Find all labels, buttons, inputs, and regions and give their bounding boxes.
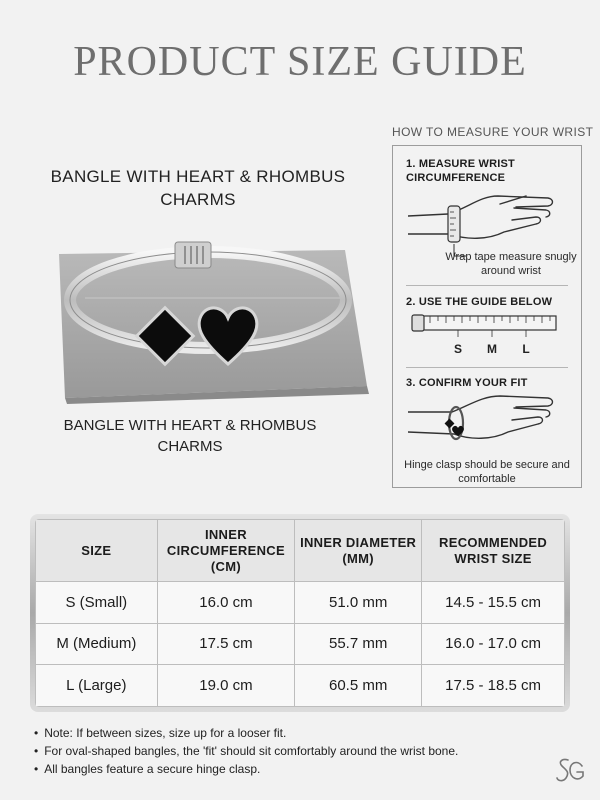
cell-wrist-size: 16.0 - 17.0 cm [422, 623, 565, 665]
header-inner-circumference: INNER CIRCUMFERENCE (CM) [157, 520, 295, 582]
cell-circumference: 17.5 cm [157, 623, 295, 665]
product-name-heading: BANGLE WITH HEART & RHOMBUS CHARMS [50, 167, 346, 209]
note-item: • For oval-shaped bangles, the 'fit' should sit comfortably around the wrist bone. [34, 742, 564, 760]
ruler-icon [410, 313, 560, 357]
step-1-title: 1. MEASURE WRIST CIRCUMFERENCE [406, 158, 515, 184]
table-row [36, 582, 565, 624]
cell-diameter: 60.5 mm [295, 665, 422, 707]
step-divider [406, 285, 568, 286]
cell-circumference: 16.0 cm [157, 582, 295, 624]
product-name-caption: BANGLE WITH HEART & RHOMBUS CHARMS [63, 417, 317, 455]
header-inner-diameter: INNER DIAMETER (MM) [295, 520, 422, 582]
sg-monogram-icon [554, 756, 586, 786]
ruler-label-m: M [487, 342, 497, 356]
note-item: • Note: If between sizes, size up for a looser fit. [34, 724, 564, 742]
ruler-label-l: L [522, 342, 530, 356]
cell-wrist-size: 17.5 - 18.5 cm [422, 665, 565, 707]
step-divider [406, 367, 568, 368]
table-header-row [36, 520, 565, 582]
table-row [36, 623, 565, 665]
header-size: SIZE [36, 520, 158, 582]
page-title: PRODUCT SIZE GUIDE [73, 39, 527, 85]
cell-size: L (Large) [36, 665, 158, 707]
ruler-label-s: S [453, 342, 463, 356]
header-recommended-wrist-size: RECOMMENDED WRIST SIZE [422, 520, 565, 582]
cell-size: M (Medium) [36, 623, 158, 665]
step-2-title: 2. USE THE GUIDE BELOW [406, 296, 553, 308]
step-3-note: Hinge clasp should be secure and comfortable [404, 459, 570, 485]
cell-size: S (Small) [36, 582, 158, 624]
how-to-title: HOW TO MEASURE YOUR WRIST [392, 125, 594, 139]
notes-list [34, 724, 564, 778]
cell-wrist-size: 14.5 - 15.5 cm [422, 582, 565, 624]
size-table [35, 519, 565, 707]
bangle-photo [45, 236, 375, 404]
step-3-title: 3. CONFIRM YOUR FIT [406, 377, 528, 389]
size-table-frame [30, 514, 570, 712]
wrist-bangle-icon [408, 392, 558, 454]
cell-circumference: 19.0 cm [157, 665, 295, 707]
cell-diameter: 55.7 mm [295, 623, 422, 665]
table-row [36, 665, 565, 707]
step-1-note: Wrap tape measure snugly around wrist [445, 251, 577, 277]
cell-diameter: 51.0 mm [295, 582, 422, 624]
note-item: • All bangles feature a secure hinge clasp. [34, 760, 564, 778]
